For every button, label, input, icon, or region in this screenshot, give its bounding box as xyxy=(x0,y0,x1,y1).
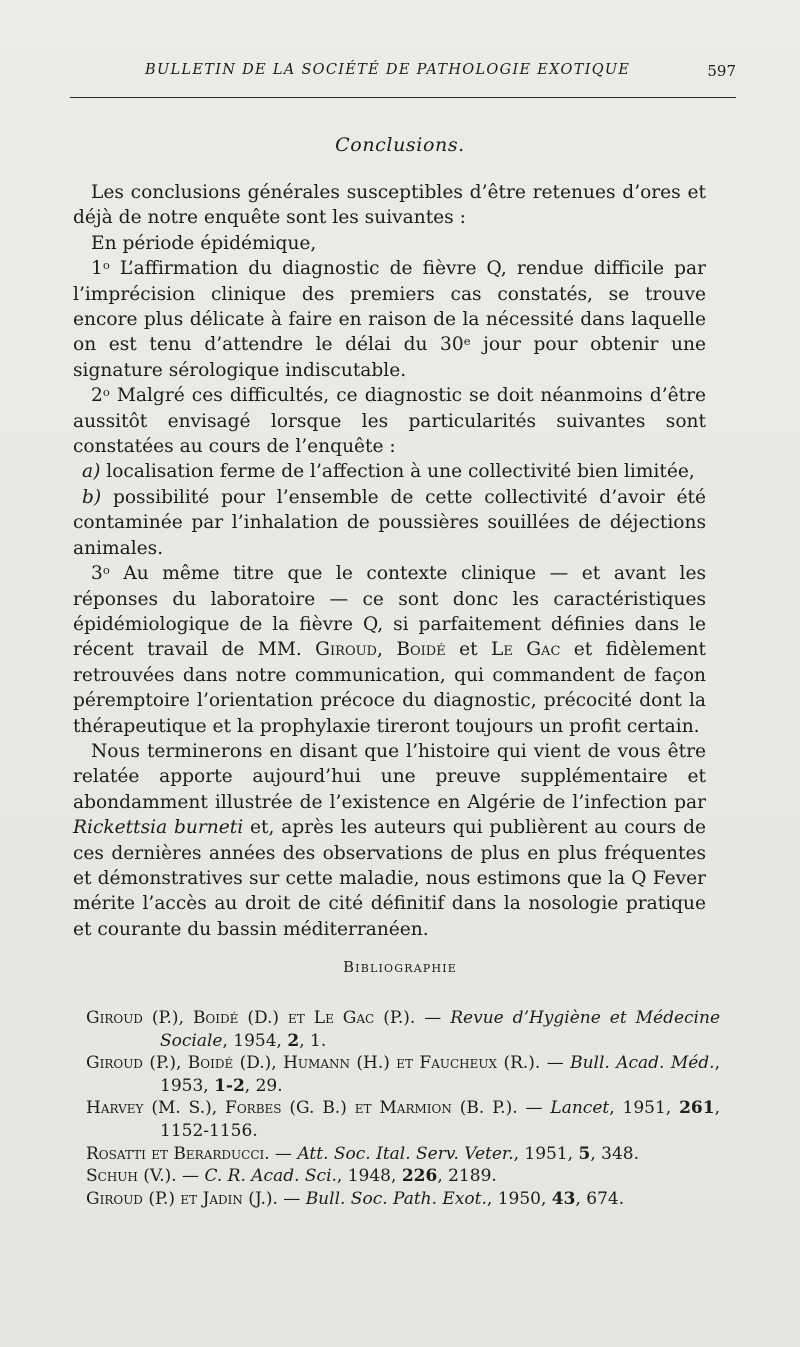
reference-volume: 43 xyxy=(551,1188,576,1209)
reference-source: Bull. Soc. Path. Exot. xyxy=(305,1188,487,1209)
author-name: Le Gac xyxy=(490,639,561,661)
reference-source: Bull. Acad. Méd. xyxy=(570,1053,715,1074)
paragraph-intro: Les conclusions générales susceptibles d’être retenues d’ores et déjà de notre enquête sont les suivantes : xyxy=(73,182,706,229)
paragraph-text: jour pour obtenir une signature sérologique indiscutable. xyxy=(73,334,706,381)
page-number: 597 xyxy=(707,62,736,80)
reference-year: , 1954, xyxy=(222,1030,288,1051)
paragraph-point-2 xyxy=(73,383,706,459)
paragraph-item-b xyxy=(73,485,706,561)
reference-authors: Harvey (M. S.), Forbes (G. B.) et Marmion (B. P.). — xyxy=(86,1098,551,1119)
reference-year: , 1948, xyxy=(336,1166,402,1187)
reference-pages: , 348. xyxy=(590,1143,640,1164)
point-number: 3 xyxy=(91,563,103,585)
section-title: Conclusions. xyxy=(335,134,465,156)
reference-item xyxy=(86,1143,720,1166)
reference-year: , 1951, xyxy=(609,1098,680,1119)
paragraph-epidemic-period: En période épidémique, xyxy=(91,232,317,254)
day-number: 30 xyxy=(440,334,464,356)
paragraph-text: Nous terminerons en disant que l’histoire qui vient de vous être relatée apporte aujourd’hui une preuve supplémentaire et abondamment illustrée de l’existence en Algérie de l’infection par xyxy=(73,740,706,813)
reference-item xyxy=(86,1052,720,1097)
paragraph-item-a xyxy=(73,459,706,484)
reference-authors: Schuh (V.). — xyxy=(86,1166,205,1187)
paragraph-text: et fidèlement retrouvées dans notre communication, qui commandent de façon péremptoire l’orientation précoce du diagnostic, précocité dont la thérapeutique et la prophylaxie tireront toujours un profit certain. xyxy=(73,639,706,737)
reference-source: Revue d’Hygiène et Médecine Sociale xyxy=(160,1008,721,1051)
journal-title: BULLETIN DE LA SOCIÉTÉ DE PATHOLOGIE EXOTIQUE xyxy=(145,62,631,78)
paragraph-closing xyxy=(73,739,706,942)
reference-source: Lancet xyxy=(550,1098,610,1119)
reference-pages: , 29. xyxy=(244,1075,283,1096)
reference-authors: Rosatti et Berarducci. — xyxy=(86,1143,298,1164)
reference-pages: , 2189. xyxy=(437,1166,497,1187)
paragraph-point-3 xyxy=(73,561,706,739)
item-label: a) xyxy=(82,461,101,483)
separator: et xyxy=(445,639,491,661)
reference-authors: Giroud (P.) et Jadin (J.). — xyxy=(86,1188,306,1209)
bibliography-list xyxy=(86,1007,720,1210)
ordinal-marker: o xyxy=(102,385,110,400)
conclusions-body xyxy=(73,180,706,942)
reference-pages: , 1. xyxy=(299,1030,327,1051)
item-label: b) xyxy=(82,486,102,508)
author-name: Boidé xyxy=(396,639,446,661)
reference-item xyxy=(86,1097,720,1142)
point-number: 1 xyxy=(91,258,103,280)
paragraph-text: possibilité pour l’ensemble de cette collectivité d’avoir été contaminée par l’inhalation de poussières souillées de déjections animales. xyxy=(73,486,706,559)
running-header xyxy=(70,62,736,92)
reference-volume: 5 xyxy=(578,1143,591,1164)
separator: , xyxy=(377,639,397,661)
header-rule xyxy=(70,97,736,98)
ordinal-marker: o xyxy=(102,258,110,273)
reference-volume: 1-2 xyxy=(214,1075,245,1096)
paragraph-text: Malgré ces difficultés, ce diagnostic se doit néanmoins d’être aussitôt envisagé lorsque les particularités suivantes sont constatées au cours de l’enquête : xyxy=(73,385,706,458)
reference-item xyxy=(86,1007,720,1052)
reference-year: , 1953, xyxy=(160,1053,720,1096)
paragraph-text: Au même titre que le contexte clinique — et avant les réponses du laboratoire — ce sont donc les caractéristiques épidémiologique de la fièvre Q, si parfaitement définies dans le récent travail de MM. xyxy=(73,563,706,661)
reference-source: C. R. Acad. Sci. xyxy=(204,1166,337,1187)
reference-item xyxy=(86,1165,720,1188)
reference-volume: 226 xyxy=(401,1166,438,1187)
paragraph-text: et, après les auteurs qui publièrent au cours de ces dernières années des observations de plus en plus fréquentes et démonstratives sur cette maladie, nous estimons que la Q Fever mérite l’accès au droit de cité définitif dans la nosologie pratique et courante du bassin méditerranéen. xyxy=(73,817,706,940)
reference-pages: , 674. xyxy=(575,1188,625,1209)
bibliography-heading: Bibliographie xyxy=(342,958,458,976)
reference-year: , 1951, xyxy=(513,1143,579,1164)
point-number: 2 xyxy=(91,385,103,407)
reference-pages: , 1152-1156. xyxy=(160,1098,720,1141)
reference-authors: Giroud (P.), Boidé (D.) et Le Gac (P.). — xyxy=(86,1008,451,1028)
paragraph-text: L’affirmation du diagnostic de fièvre Q, rendue difficile par l’imprécision clinique des premiers cas constatés, se trouve encore plus délicate à faire en raison de la nécessité dans laquelle on est tenu d’attendre le délai du xyxy=(73,258,706,356)
reference-volume: 261 xyxy=(679,1098,715,1119)
species-name: Rickettsia burneti xyxy=(73,817,244,839)
reference-authors: Giroud (P.), Boidé (D.), Humann (H.) et Faucheux (R.). — xyxy=(86,1053,571,1074)
reference-year: , 1950, xyxy=(486,1188,552,1209)
reference-item xyxy=(86,1188,720,1211)
reference-source: Att. Soc. Ital. Serv. Veter. xyxy=(297,1143,514,1164)
ordinal-marker: o xyxy=(102,562,110,577)
ordinal-marker: e xyxy=(463,334,471,349)
paragraph-text: localisation ferme de l’affection à une collectivité bien limitée, xyxy=(100,461,695,483)
author-name: Giroud xyxy=(315,639,377,661)
paragraph-point-1 xyxy=(73,256,706,383)
reference-volume: 2 xyxy=(287,1030,300,1051)
